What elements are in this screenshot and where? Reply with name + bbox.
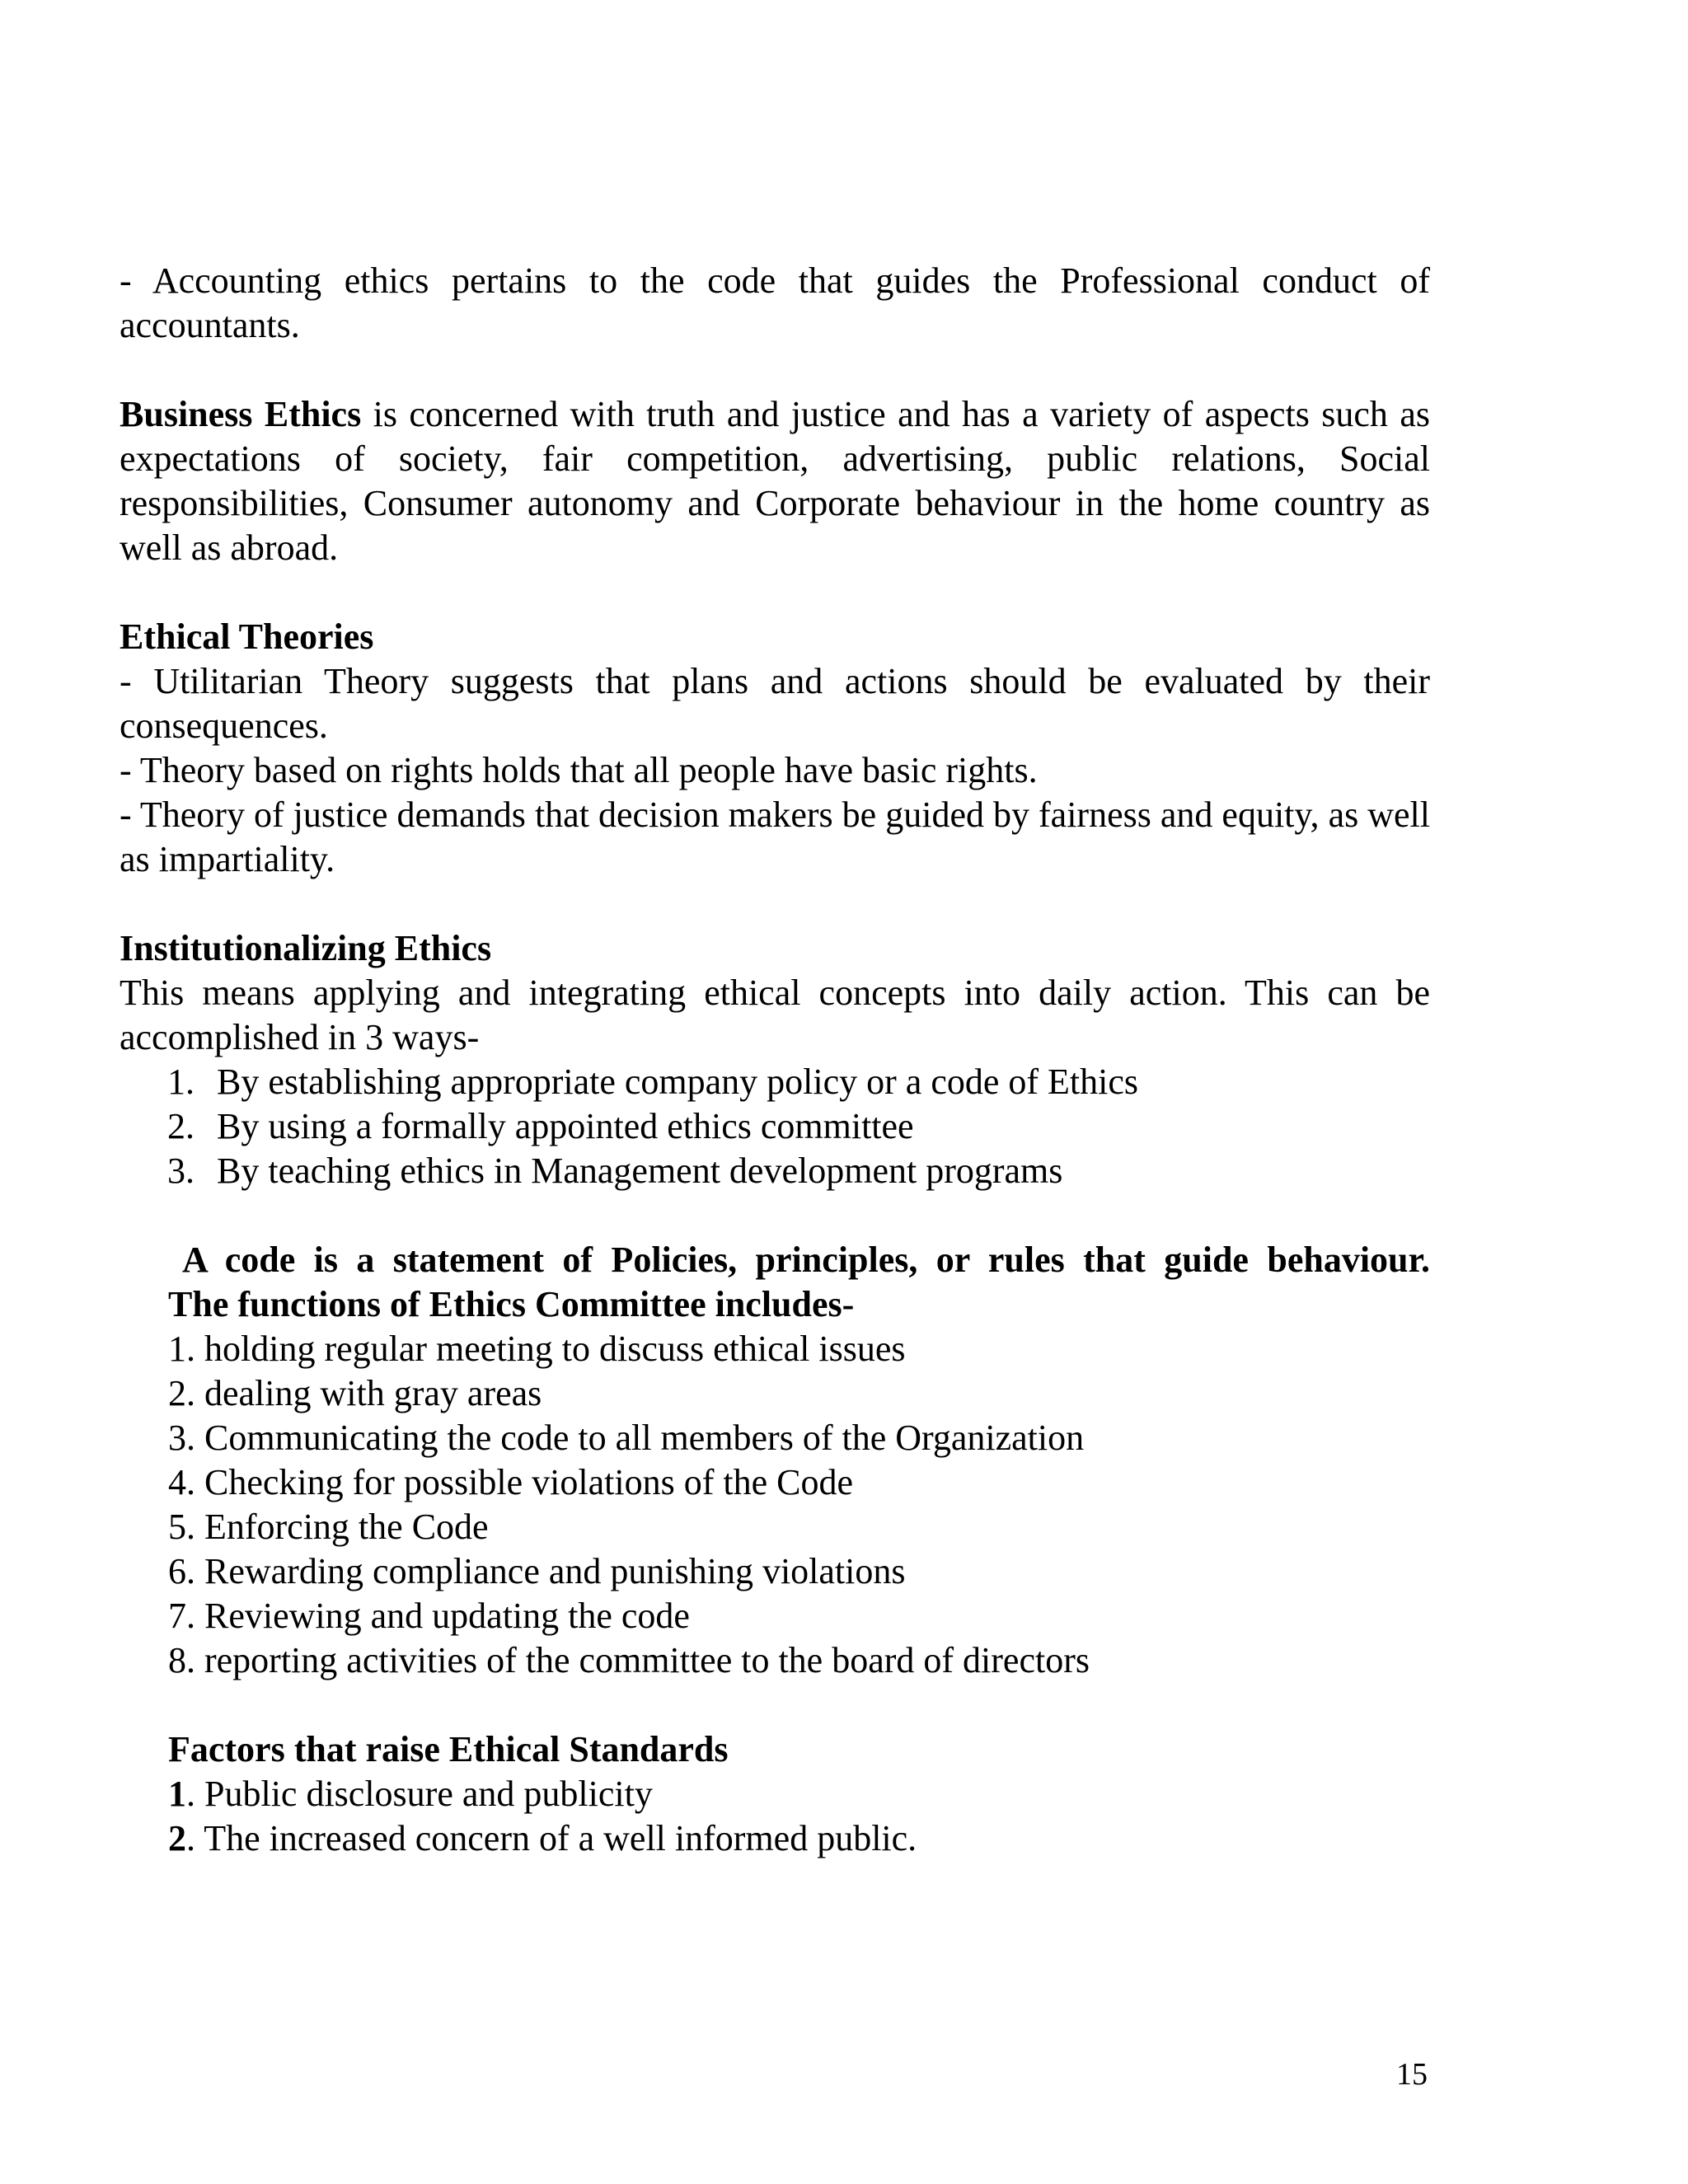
committee-heading: The functions of Ethics Committee includes-: [168, 1284, 855, 1324]
business-ethics-term: Business Ethics: [120, 394, 362, 434]
spacer: [120, 1193, 1430, 1238]
list-item: [120, 1149, 1430, 1193]
factors-heading: Factors that raise Ethical Standards: [168, 1729, 729, 1769]
factor-item: [168, 1816, 1430, 1861]
institutionalizing-intro: This means applying and integrating ethical concepts into daily action. This can be accomplished in 3 ways-: [120, 972, 1430, 1057]
committee-item: 1. holding regular meeting to discuss ethical issues: [168, 1329, 906, 1369]
spacer: [120, 348, 1430, 392]
committee-item: 8. reporting activities of the committee to the board of directors: [168, 1640, 1090, 1680]
list-text: By using a formally appointed ethics committee: [217, 1106, 914, 1146]
spacer: [120, 570, 1430, 615]
theory-item: - Theory of justice demands that decision makers be guided by fairness and equity, as well as impartiality.: [120, 794, 1430, 879]
list-item: [120, 1104, 1430, 1149]
factor-text: . The increased concern of a well informed public.: [186, 1818, 917, 1858]
committee-item: 5. Enforcing the Code: [168, 1507, 489, 1547]
institutionalizing-heading: Institutionalizing Ethics: [120, 928, 492, 968]
factor-number: 1: [168, 1774, 186, 1814]
theory-item: - Utilitarian Theory suggests that plans and actions should be evaluated by their consequences.: [120, 661, 1430, 746]
list-text: By teaching ethics in Management development programs: [217, 1151, 1063, 1191]
committee-item: 7. Reviewing and updating the code: [168, 1596, 690, 1636]
factor-number: 2: [168, 1818, 186, 1858]
list-text: By establishing appropriate company policy or a code of Ethics: [217, 1062, 1139, 1102]
spacer: [120, 882, 1430, 926]
committee-item: 2. dealing with gray areas: [168, 1373, 542, 1413]
list-number: 2.: [167, 1106, 195, 1146]
list-number: 1.: [167, 1062, 195, 1102]
business-ethics-text: is concerned with truth and justice and has a variety of aspects such as expectations of society, fair competition, advertising, public relations, Social responsibilities, Consumer autonomy and Corporate behaviour in the home country as well as abroad.: [120, 394, 1430, 568]
committee-item: 4. Checking for possible violations of the Code: [168, 1462, 853, 1502]
list-number: 3.: [167, 1151, 195, 1191]
business-ethics-paragraph: [120, 392, 1430, 570]
theory-item: - Theory based on rights holds that all people have basic rights.: [120, 750, 1038, 790]
ways-list: [120, 1060, 1430, 1193]
ethical-theories-heading: Ethical Theories: [120, 616, 374, 657]
factor-item: [168, 1772, 1430, 1816]
accounting-ethics-paragraph: - Accounting ethics pertains to the code that guides the Professional conduct of accountants.: [120, 260, 1430, 345]
list-item: [120, 1060, 1430, 1104]
factor-text: . Public disclosure and publicity: [186, 1774, 653, 1814]
document-page: [120, 259, 1430, 1861]
page-number: 15: [1396, 2057, 1428, 2092]
committee-item: 3. Communicating the code to all members of the Organization: [168, 1418, 1085, 1458]
committee-section: [120, 1282, 1430, 1861]
committee-item: 6. Rewarding compliance and punishing violations: [168, 1551, 906, 1591]
spacer: [168, 1683, 1430, 1727]
code-definition: A code is a statement of Policies, principles, or rules that guide behaviour.: [182, 1240, 1430, 1280]
